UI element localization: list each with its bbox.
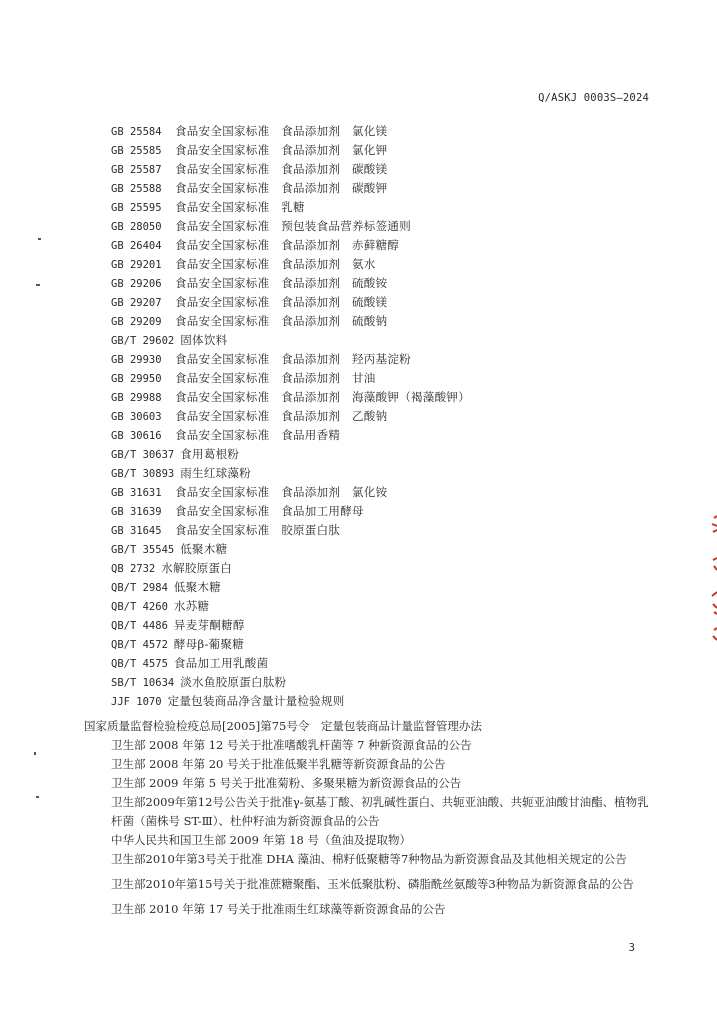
standard-item (111, 426, 470, 445)
standard-code: QB/T 4486 (111, 620, 168, 632)
standard-code: GB 29201 (111, 259, 162, 271)
standard-item (111, 388, 470, 407)
standard-code: GB/T 30893 (111, 468, 175, 480)
standard-title: 食品安全国家标准 食品加工用酵母 (175, 504, 364, 518)
standard-title: 食品安全国家标准 食品用香精 (175, 428, 341, 442)
standard-code: GB 29207 (111, 297, 162, 309)
standard-title: 食品安全国家标准 乳糖 (175, 200, 305, 214)
document-code: Q/ASKJ 0003S—2024 (538, 92, 649, 104)
notice-item: 卫生部 2010 年第 17 号关于批准雨生红球藻等新资源食品的公告 (111, 902, 446, 916)
standard-item (111, 160, 470, 179)
standard-item (111, 141, 470, 160)
standard-code: QB/T 4260 (111, 601, 168, 613)
standard-code: QB 2732 (111, 563, 156, 575)
notice-item: 卫生部2010年第15号关于批准蔗糖聚酯、玉米低聚肽粉、磷脂酰丝氨酸等3种物品为新资源食品的公告 (111, 877, 634, 891)
standard-code: GB 31639 (111, 506, 162, 518)
standard-item (111, 312, 470, 331)
standard-title: 食品安全国家标准 预包装食品营养标签通则 (175, 219, 411, 233)
standard-item (111, 255, 470, 274)
standard-item (111, 521, 470, 540)
standard-code: QB/T 4572 (111, 639, 168, 651)
standard-code: GB/T 29602 (111, 335, 175, 347)
standard-item (111, 274, 470, 293)
standard-title: 食品安全国家标准 食品添加剂 海藻酸钾（褐藻酸钾） (175, 390, 470, 404)
notice-item: 卫生部 2008 年第 20 号关于批准低聚半乳糖等新资源食品的公告 (111, 757, 446, 771)
standard-title: 食品安全国家标准 食品添加剂 氯化镁 (175, 124, 388, 138)
scan-speck (38, 238, 41, 240)
standard-code: GB 29950 (111, 373, 162, 385)
red-seal-fragment (705, 512, 717, 642)
standard-code: GB 28050 (111, 221, 162, 233)
standard-title: 雨生红球藻粉 (180, 466, 252, 480)
standard-item (111, 578, 470, 597)
standard-item (111, 217, 470, 236)
standard-item (111, 236, 470, 255)
standard-item (111, 350, 470, 369)
standard-item (111, 654, 470, 673)
standard-item (111, 445, 470, 464)
standard-code: GB 25585 (111, 145, 162, 157)
standard-title: 食品加工用乳酸菌 (173, 656, 269, 670)
notice-item: 国家质量监督检验检疫总局[2005]第75号令 定量包装商品计量监督管理办法 (84, 719, 482, 733)
standard-item (111, 483, 470, 502)
standard-item (111, 331, 470, 350)
standard-code: GB 25588 (111, 183, 162, 195)
standard-title: 定量包装商品净含量计量检验规则 (167, 694, 345, 708)
standard-title: 固体饮料 (180, 333, 228, 347)
standard-code: GB 30603 (111, 411, 162, 423)
standard-title: 食品安全国家标准 食品添加剂 氯化钾 (175, 143, 388, 157)
standard-code: GB 29209 (111, 316, 162, 328)
standard-title: 食用葛根粉 (180, 447, 240, 461)
standard-code: SB/T 10634 (111, 677, 175, 689)
standard-item (111, 369, 470, 388)
notice-item: 中华人民共和国卫生部 2009 年第 18 号（鱼油及提取物） (111, 833, 412, 847)
standard-item (111, 464, 470, 483)
standard-title: 食品安全国家标准 食品添加剂 碳酸钾 (175, 181, 388, 195)
standard-code: GB 29988 (111, 392, 162, 404)
standard-item (111, 597, 470, 616)
standard-item (111, 293, 470, 312)
standard-code: GB 31631 (111, 487, 162, 499)
scan-speck (36, 796, 39, 798)
standard-code: GB/T 30637 (111, 449, 175, 461)
standard-code: GB 25595 (111, 202, 162, 214)
standard-item (111, 635, 470, 654)
standard-title: 水苏糖 (173, 599, 210, 613)
notice-item: 卫生部2010年第3号关于批准 DHA 藻油、棉籽低聚糖等7种物品为新资源食品及其他相关规定的公告 (111, 852, 627, 866)
notices-list (84, 717, 654, 919)
standard-item (111, 540, 470, 559)
standard-item (111, 122, 470, 141)
standard-item (111, 198, 470, 217)
standard-code: GB 26404 (111, 240, 162, 252)
standard-item (111, 616, 470, 635)
notice-item: 卫生部 2008 年第 12 号关于批准嗜酸乳杆菌等 7 种新资源食品的公告 (111, 738, 472, 752)
standard-code: GB/T 35545 (111, 544, 175, 556)
standard-title: 酵母β-葡聚糖 (173, 637, 245, 651)
standards-list (111, 122, 470, 711)
scan-speck (34, 752, 36, 755)
standard-title: 淡水鱼胶原蛋白肽粉 (180, 675, 287, 689)
standard-code: GB 29206 (111, 278, 162, 290)
standard-code: GB 31645 (111, 525, 162, 537)
standard-item (111, 559, 470, 578)
standard-item (111, 407, 470, 426)
scan-speck (36, 284, 40, 286)
standard-code: GB 29930 (111, 354, 162, 366)
standard-item (111, 673, 470, 692)
notice-item: 卫生部 2009 年第 5 号关于批准菊粉、多聚果糖为新资源食品的公告 (111, 776, 462, 790)
standard-code: QB/T 4575 (111, 658, 168, 670)
standard-item (111, 502, 470, 521)
standard-title: 食品安全国家标准 食品添加剂 氯化铵 (175, 485, 388, 499)
standard-title: 食品安全国家标准 食品添加剂 硫酸镁 (175, 295, 388, 309)
standard-title: 水解胶原蛋白 (161, 561, 233, 575)
notice-item: 卫生部2009年第12号公告关于批准γ-氨基丁酸、初乳碱性蛋白、共轭亚油酸、共轭亚油酸甘油酯、植物乳杆菌（菌株号 ST-Ⅲ）、杜仲籽油为新资源食品的公告 (111, 795, 649, 828)
page-number: 3 (628, 942, 635, 954)
standard-title: 食品安全国家标准 食品添加剂 硫酸钠 (175, 314, 388, 328)
standard-title: 食品安全国家标准 食品添加剂 氨水 (175, 257, 376, 271)
standard-code: GB 25587 (111, 164, 162, 176)
standard-item (111, 692, 470, 711)
standard-code: GB 30616 (111, 430, 162, 442)
standard-title: 食品安全国家标准 食品添加剂 赤藓糖醇 (175, 238, 400, 252)
standard-title: 异麦芽酮糖醇 (173, 618, 245, 632)
standard-title: 食品安全国家标准 食品添加剂 硫酸铵 (175, 276, 388, 290)
standard-title: 食品安全国家标准 食品添加剂 羟丙基淀粉 (175, 352, 411, 366)
standard-code: GB 25584 (111, 126, 162, 138)
standard-item (111, 179, 470, 198)
standard-title: 食品安全国家标准 食品添加剂 碳酸镁 (175, 162, 388, 176)
standard-title: 食品安全国家标准 胶原蛋白肽 (175, 523, 341, 537)
standard-code: QB/T 2984 (111, 582, 168, 594)
standard-title: 低聚木糖 (180, 542, 228, 556)
standard-title: 食品安全国家标准 食品添加剂 甘油 (175, 371, 376, 385)
standard-code: JJF 1070 (111, 696, 162, 708)
standard-title: 低聚木糖 (173, 580, 222, 594)
standard-title: 食品安全国家标准 食品添加剂 乙酸钠 (175, 409, 388, 423)
